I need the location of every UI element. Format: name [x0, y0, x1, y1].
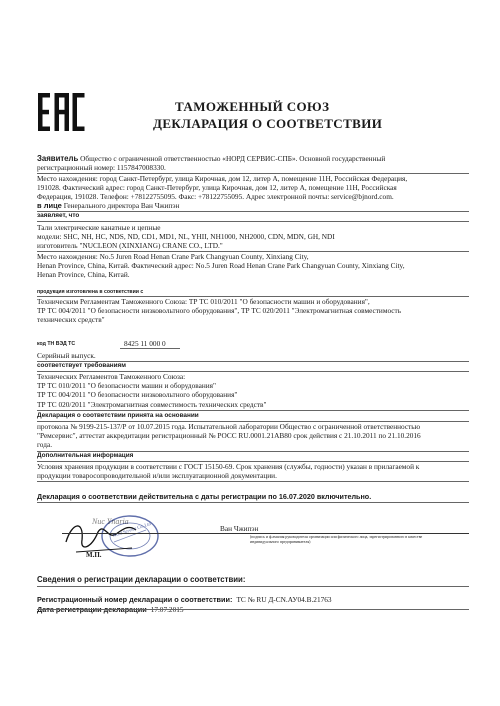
serial-text: Серийный выпуск.: [37, 351, 96, 360]
applicant-address: [37, 174, 469, 202]
location-line-2: Henan Province, China, Китай. Фактический адрес: No.5 Juren Road Henan Crane Park Changyuan County, Xinxiang City,: [37, 261, 405, 271]
additional-line-1: Условия хранения продукции в соответствии с ГОСТ 15150-69. Срок хранения (службы, годности) указан в прилагаемой к: [37, 462, 420, 471]
basis-line-3: года.: [37, 440, 53, 450]
applicant-line-2: регистрационный номер: 1157847008330.: [37, 163, 166, 173]
declares-block: [37, 223, 469, 251]
product-models: модели: SHC, NH, HC, NDS, ND, CD1, MD1, NL, YHII, NH1000, NH2000, CDN, MDN, GH, NDI: [37, 232, 335, 242]
address-line-3: Федерация, 191028. Телефон: +78122755095. Факс: +78122755095. Адрес электронной почты: service@bjnord.com.: [37, 192, 394, 202]
code-label: код ТН ВЭД ТС: [37, 341, 76, 347]
registration-number-label: Регистрационный номер декларации о соответствии:: [37, 595, 233, 604]
signature-text: Nuc Ynaria: [92, 517, 129, 526]
manufacturer-location: [37, 252, 469, 280]
applicant-block: [37, 154, 469, 172]
caption-line-2: индивидуального предпринимателя): [250, 539, 311, 544]
applicant-label: Заявитель: [37, 154, 79, 163]
registration-date-label: Дата регистрации декларации: [37, 605, 147, 614]
title-line-2: ДЕКЛАРАЦИЯ О СООТВЕТСТВИИ: [153, 116, 383, 131]
production-line-3: технических средств": [37, 315, 105, 325]
registration-date-line: [37, 599, 184, 617]
basis-block: [37, 422, 469, 450]
requirements-line-1: Технических Регламентов Таможенного Союза:: [37, 372, 186, 381]
location-line-1: Место нахождения: No.5 Juren Road Henan Crane Park Changyuan County, Xinxiang City,: [37, 252, 309, 261]
basis-line-2: "Ремсервис", аттестат аккредитации регистрационный № РОСС RU.0001.21АВ80 срок действия с 21.10.2011 по 21.10.2016: [37, 431, 421, 441]
requirements-line-3: ТР ТС 004/2011 "О безопасности низковольтного оборудования": [37, 390, 238, 400]
additional-line-2: продукции товаросопроводительной и/или эксплуатационной документации.: [37, 471, 277, 481]
person-line: [37, 201, 179, 210]
title-line-1: ТАМОЖЕННЫЙ СОЮЗ: [175, 99, 330, 114]
requirements-label: соответствует требованиям: [37, 362, 126, 369]
additional-block: [37, 462, 469, 480]
location-line-3: Henan Province, China, Китай.: [37, 270, 130, 280]
address-line-1: город Санкт-Петербург, улица Кирочная, дом 12, литер А, помещение 11Н, Российская Федерация,: [99, 174, 408, 183]
validity-text: Декларация о соответствии действительна с даты регистрации по 16.07.2020 включительно.: [37, 492, 372, 501]
production-label: продукция изготовлена в соответствии с: [37, 289, 144, 295]
applicant-line-1: Общество с ограниченной ответственностью «НОРД СЕРВИС-СПБ». Основной государственный: [80, 154, 386, 163]
code-value: 8425 11 000 0: [124, 339, 166, 348]
requirements-line-4: ТР ТС 020/2011 "Электромагнитная совместимость технических средств": [37, 399, 267, 409]
manufacturer-label: изготовитель: [37, 241, 78, 251]
basis-label: Декларация о соответствии принята на основании: [37, 412, 199, 419]
basis-line-1: протокола № 9199-215-137/Р от 10.07.2015 года. Испытательной лаборатории Общество с ограниченной ответственностью: [37, 422, 421, 431]
signature-caption: [250, 535, 470, 545]
production-block: [37, 297, 469, 325]
product-name: Тали электрические канатные и цепные: [37, 223, 161, 232]
requirements-line-2: ТР ТС 010/2011 "О безопасности машин и оборудования": [37, 381, 217, 391]
address-label: Место нахождения:: [37, 174, 98, 183]
eac-logo: [37, 92, 85, 132]
person-label: в лице: [37, 201, 62, 210]
declares-label: заявляет, что: [37, 212, 80, 219]
manufacturer-value: "NUCLEON (XINXIANG) CRANE CO., LTD.": [79, 241, 223, 251]
requirements-block: [37, 372, 469, 409]
production-line-1: Техническим Регламентам Таможенного Союза: ТР ТС 010/2011 "О безопасности машин и оборудования",: [37, 297, 370, 306]
registration-label: Сведения о регистрации декларации о соответствии:: [37, 575, 246, 584]
address-line-2: 191028. Фактический адрес: город Санкт-Петербург, улица Кирочная, дом 12, литер А, помещение 11Н, Российская: [37, 183, 397, 193]
stamp-abbreviation: М.П.: [86, 551, 102, 559]
person-value: Генерального директора Ван Чжипэн: [63, 201, 180, 210]
caption-line-1: (подпись и ф.амилия руководителя организации или физического лица, зарегистрированного в качестве: [250, 535, 423, 539]
registration-number-value: ТС № RU Д-CN.АУ04.В.21763: [236, 595, 332, 604]
stamp-text: Nord Service Co.,Ltd: [112, 521, 152, 538]
production-line-2: ТР ТС 004/2011 "О безопасности низковольтного оборудования", ТР ТС 020/2011 "Электромагнитная совместимость: [37, 306, 402, 316]
registration-date-value: 17.07.2015: [150, 605, 184, 614]
signature-name: Ван Чжипэн: [220, 524, 259, 533]
eac-logo-icon: [37, 92, 85, 132]
additional-label: Дополнительная информация: [37, 452, 134, 459]
